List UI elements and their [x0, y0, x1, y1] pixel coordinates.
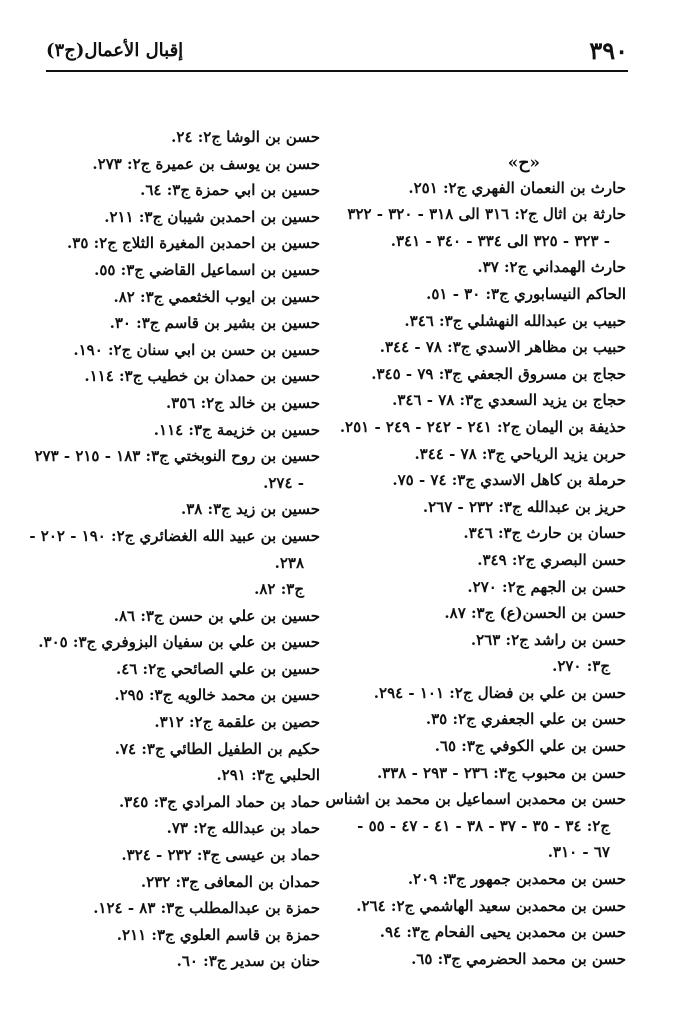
- index-entry: حسن البصري ج٢: ٣٤٩.: [477, 550, 626, 569]
- index-entry: حماد بن عيسى ج٣: ٢٣٢ - ٣٢٤.: [121, 846, 320, 865]
- index-entry-continuation: ٦٧ - ٣١٠.: [547, 843, 610, 862]
- index-entry: حمدان بن المعافى ج٣: ٢٣٢.: [140, 872, 320, 891]
- index-entry: حذيفة بن اليمان ج٢: ٢٤١ - ٢٤٢ - ٢٤٩ - ٢٥١.: [339, 417, 626, 436]
- index-entry: حسين بن عبيد الله الغضائري ج٢: ١٩٠ - ٢٠٢ -: [29, 526, 320, 545]
- index-entry-continuation: - ٣٢٣ - ٣٢٥ الى ٣٣٤ - ٣٤٠ - ٣٤١.: [390, 231, 610, 250]
- index-entry: حسن بن محبوب ج٣: ٢٣٦ - ٢٩٣ - ٣٣٨.: [376, 763, 626, 782]
- index-entry: حسان بن حارث ج٣: ٣٤٦.: [463, 524, 626, 543]
- index-entry: حارثة بن اثال ج٢: ٣١٦ الى ٣١٨ - ٣٢٠ - ٣٢٢: [347, 205, 626, 224]
- index-entry: حسن بن راشد ج٢: ٢٦٣.: [470, 630, 626, 649]
- index-entry: حربن يزيد الرياحي ج٣: ٧٨ - ٣٤٤.: [414, 444, 626, 463]
- index-entry: الحاكم النيسابوري ج٣: ٣٠ - ٥١.: [426, 284, 626, 303]
- index-entry: حبيب بن عبدالله النهشلي ج٣: ٣٤٦.: [404, 311, 626, 330]
- index-entry: حسن بن محمد الحضرمي ج٣: ٦٥.: [411, 949, 626, 968]
- index-entry: حسن بن يوسف بن عميرة ج٢: ٢٧٣.: [92, 154, 320, 173]
- index-entry: حمزة بن عبدالمطلب ج٣: ٨٣ - ١٢٤.: [93, 899, 320, 918]
- index-entry: حسين بن زيد ج٣: ٣٨.: [180, 500, 320, 519]
- index-entry: حسن بن علي الكوفي ج٣: ٦٥.: [434, 737, 626, 756]
- index-entry: حكيم بن الطفيل الطائي ج٣: ٧٤.: [114, 739, 320, 758]
- index-entry: حسن بن علي الجعفري ج٢: ٣٥.: [425, 710, 626, 729]
- index-entry: حسين بن ابي حمزة ج٣: ٦٤.: [140, 181, 320, 200]
- running-title: إقبال الأعمال(ج٣): [46, 40, 184, 61]
- index-entry: حسين بن روح النوبختي ج٣: ١٨٣ - ٢١٥ - ٢٧٣: [34, 447, 320, 466]
- index-entry-continuation: ج٣: ٢٧٠.: [552, 657, 610, 676]
- index-entry: حسن بن محمدبن اسماعيل بن محمد بن اشناس: [325, 790, 626, 809]
- index-entry: حسن بن محمدبن جمهور ج٣: ٢٠٩.: [407, 870, 626, 889]
- index-column-right: [304, 150, 626, 972]
- index-entry: حسن بن علي بن فضال ج٢: ١٠١ - ٢٩٤.: [373, 683, 626, 702]
- index-entry: حسن بن محمدبن يحيى الفحام ج٣: ٩٤.: [379, 923, 626, 942]
- index-entry: حسين بن حمدان بن خطيب ج٣: ١١٤.: [84, 367, 320, 386]
- index-entry: حسين بن احمدبن المغيرة الثلاج ج٢: ٣٥.: [67, 234, 320, 253]
- index-column-left: [12, 124, 320, 975]
- page-header: [46, 36, 628, 72]
- index-entry-continuation: ٢٣٨.: [274, 553, 304, 572]
- index-entry: حسين بن علي الصائحي ج٢: ٤٦.: [115, 659, 320, 678]
- index-entry: حسين بن علي بن حسن ج٣: ٨٦.: [113, 606, 320, 625]
- index-entry-continuation: ج٣: ٨٢.: [254, 580, 304, 599]
- index-entry: حسين بن بشير بن قاسم ج٣: ٣٠.: [109, 314, 320, 333]
- index-entry: حرملة بن كاهل الاسدي ج٣: ٧٤ - ٧٥.: [392, 471, 626, 490]
- header-rule: [46, 70, 628, 72]
- index-entry: حسين بن ايوب الخثعمي ج٣: ٨٢.: [113, 287, 320, 306]
- index-entry: حجاج بن يزيد السعدي ج٣: ٧٨ - ٣٤٦.: [392, 391, 626, 410]
- index-entry: حسن بن الجهم ج٢: ٢٧٠.: [467, 577, 626, 596]
- index-entry: حسين بن احمدبن شيبان ج٣: ٢١١.: [104, 207, 320, 226]
- index-entry: حماد بن عبدالله ج٢: ٧٣.: [166, 819, 320, 838]
- index-entry: حسين بن خزيمة ج٣: ١١٤.: [153, 420, 320, 439]
- index-entry: حسن بن الوشا ج٢: ٢٤.: [171, 128, 320, 146]
- page-number: ٣٩٠: [589, 36, 628, 65]
- index-entry: حسين بن اسماعيل القاضي ج٣: ٥٥.: [94, 260, 320, 279]
- index-entry: حصين بن علقمة ج٢: ٣١٢.: [154, 713, 320, 732]
- index-entry: حنان بن سدير ج٣: ٦٠.: [176, 952, 320, 971]
- index-entry: حسين بن خالد ج٢: ٣٥٦.: [165, 393, 320, 412]
- index-entry: حريز بن عبدالله ج٣: ٢٣٢ - ٢٦٧.: [422, 497, 626, 516]
- index-entry: حارث الهمداني ج٢: ٣٧.: [477, 258, 626, 277]
- index-entry: حسن بن الحسن(ع) ج٣: ٨٧.: [444, 604, 626, 623]
- index-entry: حمزة بن قاسم العلوي ج٣: ٢١١.: [116, 925, 320, 944]
- section-letter: «ح»: [507, 153, 540, 173]
- index-entry: حسين بن حسن بن ابي سنان ج٢: ١٩٠.: [73, 340, 320, 359]
- index-entry-continuation: ج٢: ٣٤ - ٣٥ - ٣٧ - ٣٨ - ٤١ - ٤٧ - ٥٥ -: [357, 816, 610, 835]
- index-entry: حماد بن حماد المرادي ج٣: ٣٤٥.: [118, 792, 320, 811]
- index-entry: الحلبي ج٣: ٢٩١.: [216, 766, 320, 785]
- index-entry: حسين بن علي بن سفيان البزوفري ج٣: ٣٠٥.: [38, 633, 320, 652]
- index-entry: حسن بن محمدبن سعيد الهاشمي ج٢: ٢٦٤.: [356, 896, 626, 915]
- index-entry: حسين بن محمد خالويه ج٣: ٢٩٥.: [114, 686, 320, 705]
- index-entry: حجاج بن مسروق الجعفي ج٣: ٧٩ - ٣٤٥.: [371, 364, 626, 383]
- index-entry: حارث بن النعمان الفهري ج٢: ٢٥١.: [408, 178, 626, 197]
- index-entry-continuation: - ٢٧٤.: [263, 473, 304, 492]
- index-entry: حبيب بن مظاهر الاسدي ج٣: ٧٨ - ٣٤٤.: [379, 338, 626, 357]
